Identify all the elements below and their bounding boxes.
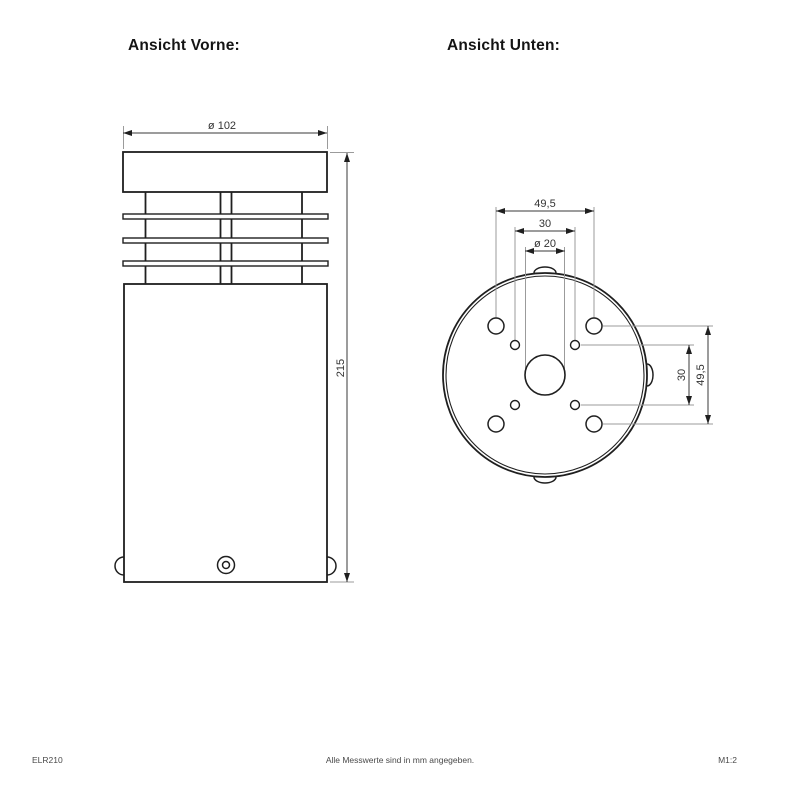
dim-label-bolt-spacing-v: 49,5 bbox=[695, 364, 707, 386]
body-screw-inner bbox=[223, 562, 230, 569]
arrowhead-left bbox=[496, 208, 505, 214]
front-view-title: Ansicht Vorne: bbox=[128, 37, 240, 54]
footer-model-number: ELR210 bbox=[32, 755, 63, 765]
arrowhead-up bbox=[705, 326, 711, 335]
lamp-body bbox=[124, 284, 327, 582]
mounting-hole-large bbox=[586, 416, 602, 432]
arrowhead-right bbox=[585, 208, 594, 214]
louver-slat bbox=[123, 261, 328, 266]
mounting-hole-large bbox=[488, 416, 504, 432]
arrowhead-left bbox=[515, 228, 524, 234]
arrowhead-left bbox=[123, 130, 132, 136]
lamp-cap bbox=[123, 152, 327, 192]
arrowhead-right bbox=[318, 130, 327, 136]
footer-measurement-note: Alle Messwerte sind in mm angegeben. bbox=[325, 755, 475, 765]
front-view bbox=[115, 120, 354, 582]
arrowhead-right bbox=[566, 228, 575, 234]
louver-slat bbox=[123, 238, 328, 243]
arrowhead-down bbox=[344, 573, 350, 582]
bottom-view-title: Ansicht Unten: bbox=[447, 37, 561, 54]
dim-label-small-spacing-h: 30 bbox=[538, 218, 552, 230]
dim-label-bolt-spacing-h: 49,5 bbox=[534, 198, 556, 210]
dim-label-center-hole: ø 20 bbox=[533, 238, 557, 250]
arrowhead-down bbox=[705, 415, 711, 424]
footer-scale: M1:2 bbox=[718, 755, 737, 765]
dim-label-diameter: ø 102 bbox=[207, 120, 237, 132]
mounting-hole-small bbox=[511, 341, 520, 350]
arrowhead-left bbox=[525, 248, 534, 254]
arrowhead-right bbox=[556, 248, 565, 254]
mounting-hole-small bbox=[571, 401, 580, 410]
mounting-hole-small bbox=[571, 341, 580, 350]
arrowhead-down bbox=[686, 396, 692, 405]
dim-label-height: 215 bbox=[335, 358, 347, 378]
arrowhead-up bbox=[686, 345, 692, 354]
center-cable-hole bbox=[525, 355, 565, 395]
mounting-hole-large bbox=[586, 318, 602, 334]
dim-label-small-spacing-v: 30 bbox=[676, 368, 688, 382]
mounting-hole-small bbox=[511, 401, 520, 410]
arrowhead-up bbox=[344, 153, 350, 162]
bottom-view bbox=[443, 198, 713, 483]
mounting-hole-large bbox=[488, 318, 504, 334]
louver-slat bbox=[123, 214, 328, 219]
